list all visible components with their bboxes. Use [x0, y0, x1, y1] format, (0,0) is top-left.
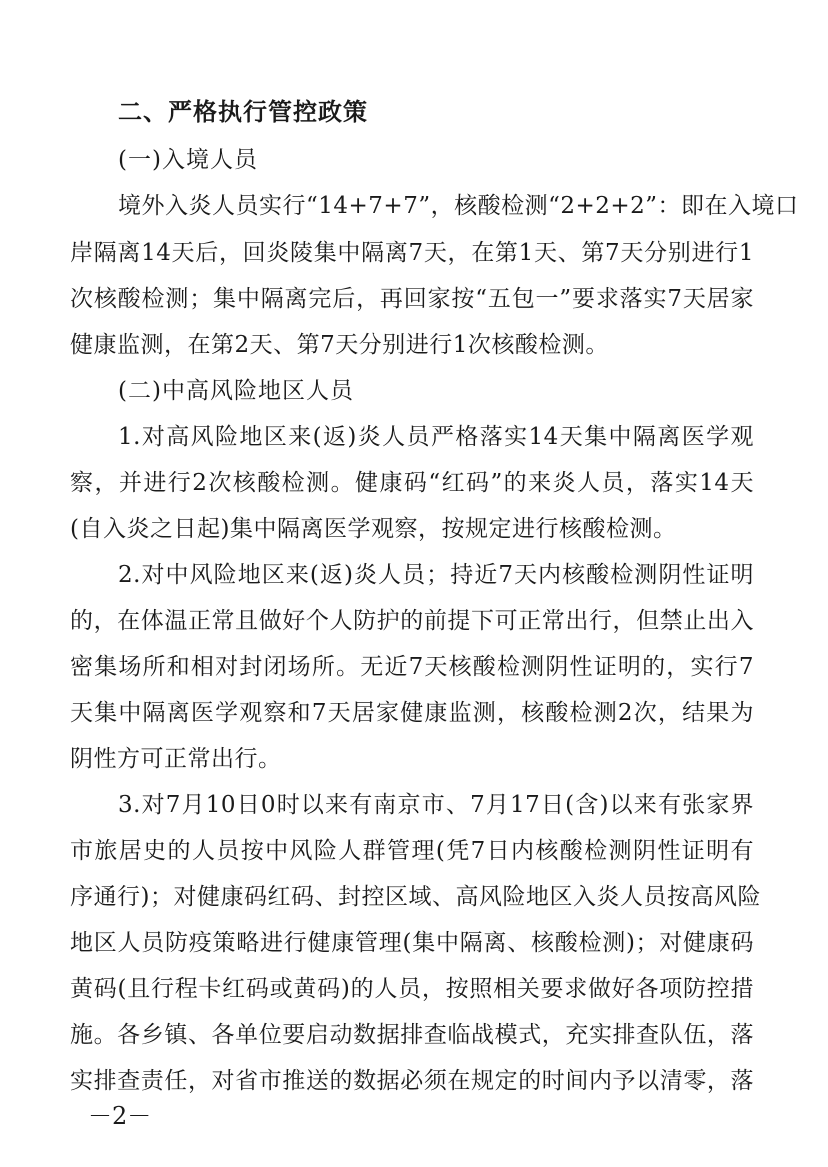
paragraph-line: 黄码(且行程卡红码或黄码)的人员，按照相关要求做好各项防控措 — [70, 976, 754, 1002]
paragraph-line: 的，在体温正常且做好个人防护的前提下可正常出行，但禁止出入 — [70, 608, 754, 634]
page-number: －2－ — [88, 1102, 152, 1130]
subsection-title-inbound: (一)入境人员 — [118, 147, 258, 173]
paragraph-line: 3.对7月10日0时以来有南京市、7月17日(含)以来有张家界 — [118, 792, 754, 818]
paragraph-line: 市旅居史的人员按中风险人群管理(凭7日内核酸检测阴性证明有 — [70, 838, 754, 864]
paragraph-line: 健康监测，在第2天、第7天分别进行1次核酸检测。 — [70, 332, 609, 358]
paragraph-line: (自入炎之日起)集中隔离医学观察，按规定进行核酸检测。 — [70, 516, 677, 542]
paragraph-line: 阴性方可正常出行。 — [70, 746, 282, 772]
paragraph-line: 施。各乡镇、各单位要启动数据排查临战模式，充实排查队伍，落 — [70, 1022, 754, 1048]
paragraph-line: 察，并进行2次核酸检测。健康码“红码”的来炎人员，落实14天 — [70, 470, 754, 496]
paragraph-line: 境外入炎人员实行“14+7+7”，核酸检测“2+2+2”：即在入境口 — [118, 193, 799, 219]
paragraph-line: 地区人员防疫策略进行健康管理(集中隔离、核酸检测)；对健康码 — [70, 930, 754, 956]
paragraph-line: 1.对高风险地区来(返)炎人员严格落实14天集中隔离医学观 — [118, 424, 754, 450]
paragraph-line: 实排查责任，对省市推送的数据必须在规定的时间内予以清零，落 — [70, 1068, 754, 1094]
paragraph-line: 密集场所和相对封闭场所。无近7天核酸检测阴性证明的，实行7 — [70, 654, 754, 680]
subsection-title-risk-areas: (二)中高风险地区人员 — [118, 378, 354, 404]
paragraph-line: 序通行)；对健康码红码、封控区域、高风险地区入炎人员按高风险 — [70, 884, 761, 910]
paragraph-line: 岸隔离14天后，回炎陵集中隔离7天，在第1天、第7天分别进行1 — [70, 240, 754, 266]
paragraph-line: 次核酸检测；集中隔离完后，再回家按“五包一”要求落实7天居家 — [70, 286, 754, 312]
paragraph-line: 2.对中风险地区来(返)炎人员；持近7天内核酸检测阴性证明 — [118, 562, 754, 588]
section-heading: 二、严格执行管控政策 — [118, 98, 368, 126]
paragraph-line: 天集中隔离医学观察和7天居家健康监测，核酸检测2次，结果为 — [70, 700, 754, 726]
